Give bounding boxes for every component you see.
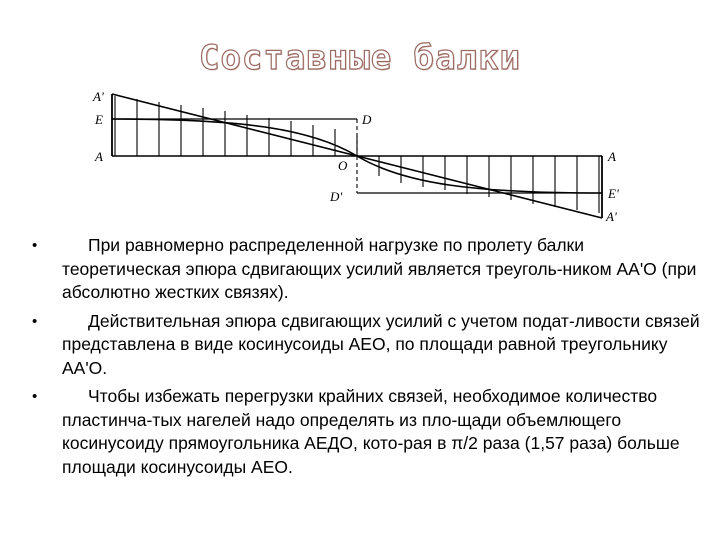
bullet-marker: • bbox=[32, 388, 38, 405]
label-a-left: A bbox=[95, 149, 103, 164]
label-e-left: E bbox=[95, 112, 103, 127]
label-a-right: A bbox=[608, 149, 616, 164]
label-o-center: O bbox=[338, 158, 348, 173]
slide-title: Составные балки bbox=[198, 38, 522, 78]
bullet-text: Чтобы избежать перегрузки крайних связей, необходимое количество пластинча-тых нагелей надо определять из пло-щади объемлющего косинусоиду прямоугольника АЕДО, кото-рая в π/2 раза (1,57 раза) больше площади косинусоиды АЕО. bbox=[62, 386, 680, 477]
label-d-top: D bbox=[362, 112, 372, 127]
bullet-text: Действительная эпюра сдвигающих усилий с учетом подат-ливости связей представлена в виде косинусоиды АЕО, по площади равной треугольнику АА'О. bbox=[62, 310, 700, 378]
bullet-text: При равномерно распределенной нагрузке по пролету балки теоретическая эпюра сдвигающих усилий является треуголь-ником АА'О (при абсолютно жестких связях). bbox=[62, 235, 697, 302]
bullet-item bbox=[28, 234, 700, 305]
bullet-list bbox=[28, 234, 700, 484]
label-e-prime-right: E' bbox=[608, 186, 619, 201]
label-d-prime: D' bbox=[330, 189, 343, 204]
bullet-marker: • bbox=[32, 237, 38, 254]
bullet-item bbox=[28, 385, 700, 479]
label-a-prime-top: A' bbox=[93, 89, 104, 104]
bullet-item bbox=[28, 310, 700, 381]
shear-force-diagram bbox=[90, 88, 630, 228]
label-a-prime-right: A' bbox=[606, 209, 617, 224]
bullet-marker: • bbox=[32, 312, 38, 330]
